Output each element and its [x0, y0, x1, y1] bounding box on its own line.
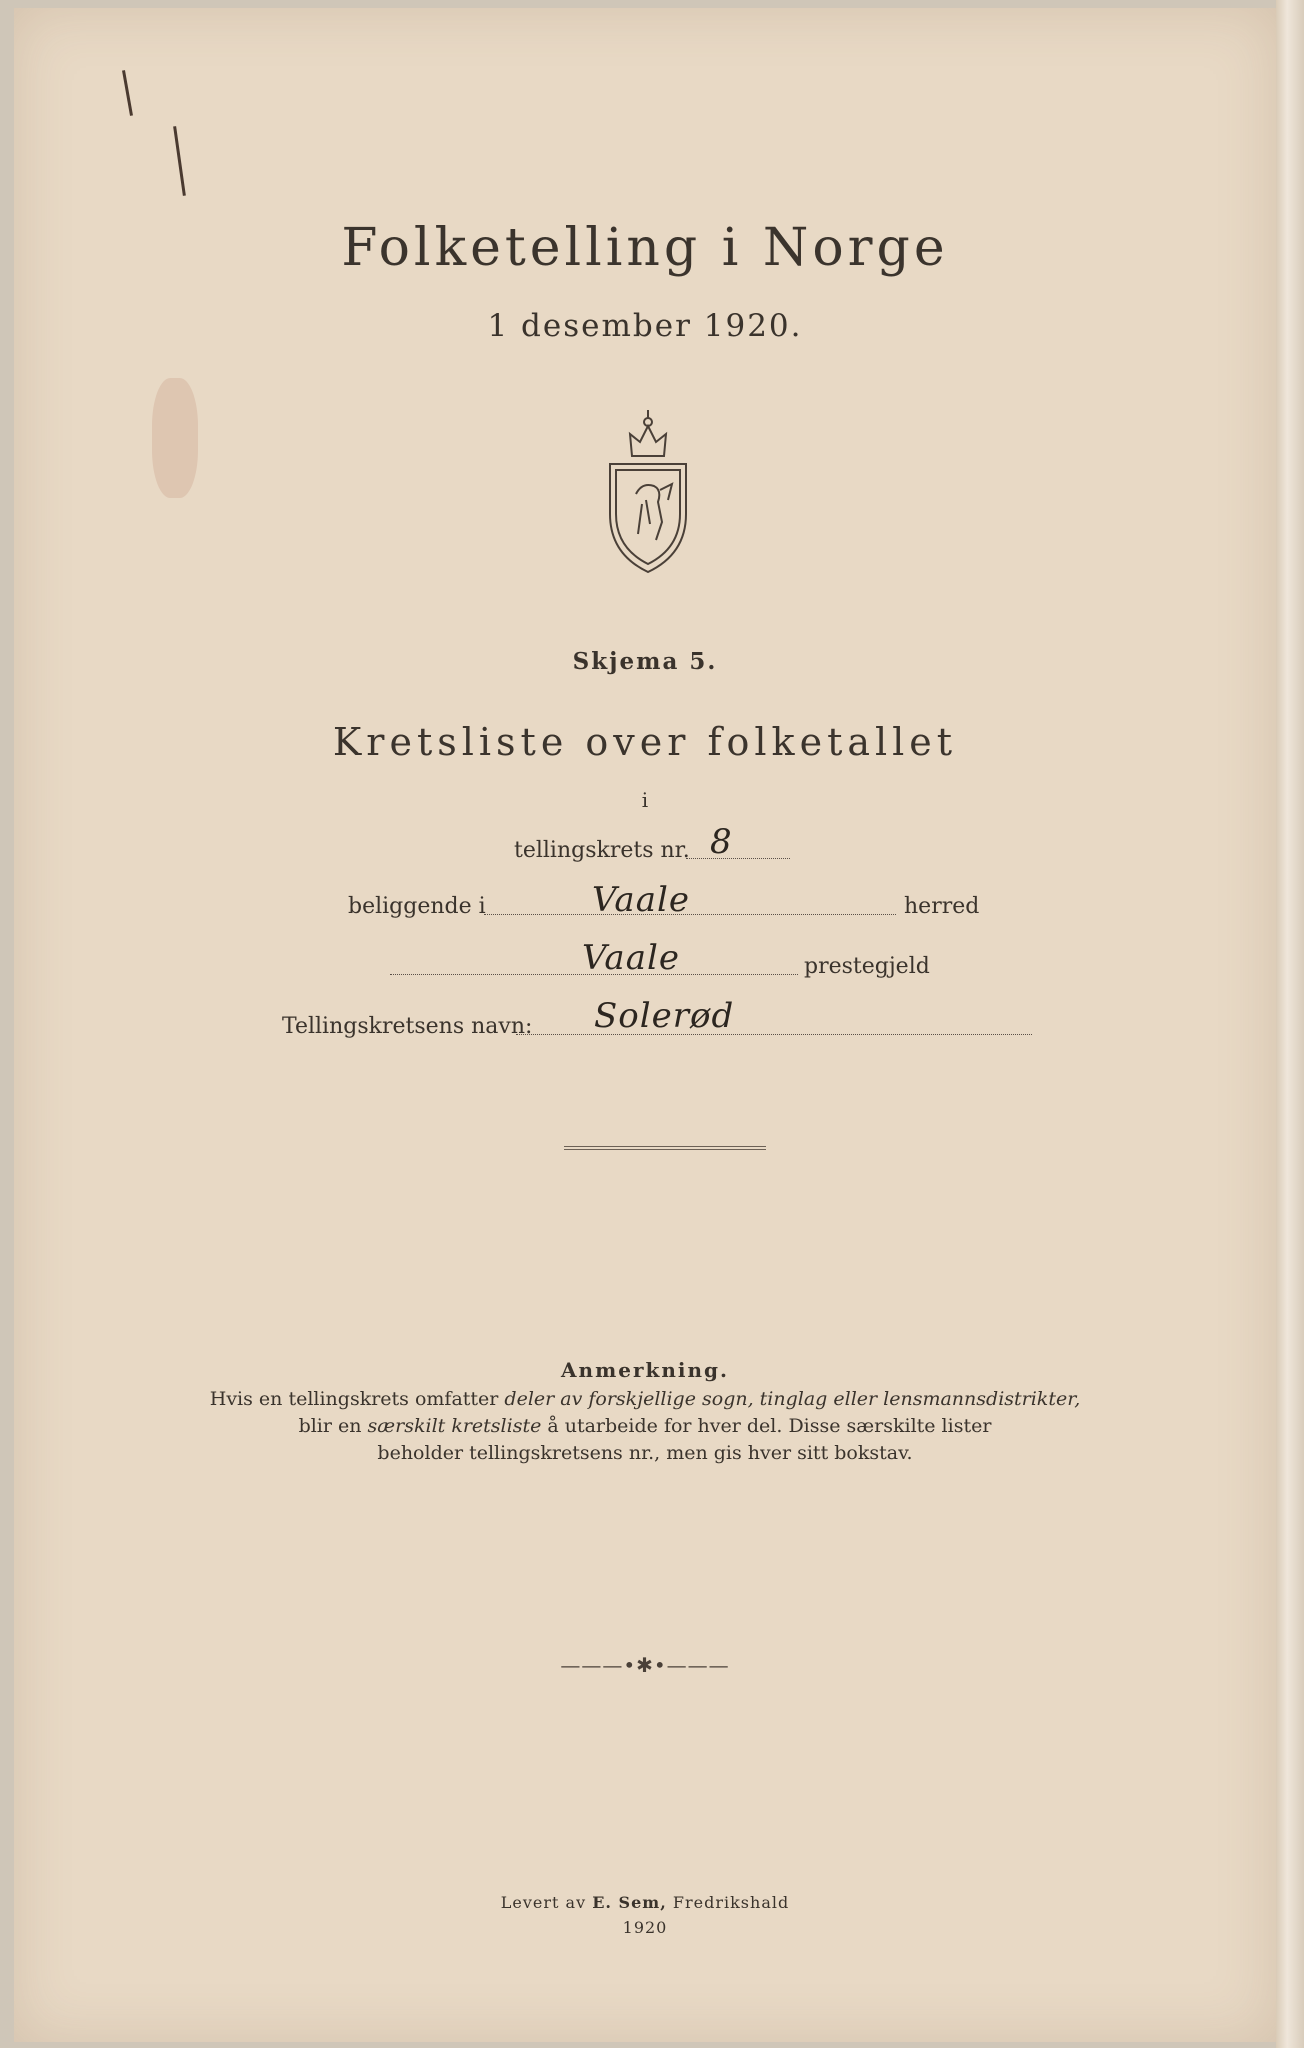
- footer-prefix: Levert av: [500, 1893, 593, 1912]
- note-line-2: [14, 1413, 1276, 1440]
- krets-value: 8: [710, 822, 733, 862]
- note-line-1: [14, 1386, 1276, 1413]
- footer-publisher: E. Sem,: [592, 1893, 667, 1912]
- divider-rule: [564, 1146, 766, 1147]
- document-title: Folketelling i Norge: [341, 218, 949, 278]
- document-date: 1 desember 1920.: [487, 308, 803, 344]
- printer-line: [14, 1890, 1276, 1915]
- pencil-mark: [173, 126, 186, 196]
- divider-rule: [564, 1149, 766, 1150]
- form-heading: Kretsliste over folketallet: [332, 720, 958, 764]
- prestegjeld-value: Vaale: [582, 938, 680, 978]
- pencil-mark: [122, 70, 133, 116]
- preposition: i: [641, 788, 649, 812]
- footer-place: Fredrikshald: [666, 1893, 790, 1912]
- paper-stain: [152, 378, 198, 498]
- schema-number: Skjema 5.: [572, 648, 718, 675]
- note-line-1-text: Hvis en tellingskrets omfatter: [209, 1388, 505, 1410]
- navn-value: Solerød: [594, 996, 735, 1036]
- note-text: [14, 1386, 1276, 1467]
- page-edge: [1276, 0, 1304, 2048]
- printer-footer: [14, 1890, 1276, 1940]
- krets-dotline: [686, 858, 790, 859]
- census-form-page: [14, 8, 1276, 2042]
- ornament-divider: ———•✱•———: [560, 1653, 730, 1677]
- prestegjeld-label: prestegjeld: [804, 954, 930, 979]
- note-line-2-text: blir en: [298, 1415, 368, 1437]
- beliggende-dotline: [484, 914, 896, 915]
- navn-label: Tellingskretsens navn:: [282, 1014, 533, 1039]
- beliggende-value: Vaale: [592, 880, 690, 920]
- note-line-1-italic: deler av forskjellige sogn, tinglag eller lensmannsdistrikter,: [504, 1388, 1081, 1410]
- herred-label: herred: [904, 894, 980, 919]
- krets-label: tellingskrets nr.: [514, 838, 690, 863]
- note-line-2-rest: å utarbeide for hver del. Disse særskilte lister: [541, 1415, 992, 1437]
- note-line-2-italic: særskilt kretsliste: [367, 1415, 542, 1437]
- note-heading: Anmerkning.: [561, 1358, 729, 1382]
- footer-year: 1920: [622, 1918, 668, 1937]
- note-line-3: beholder tellingskretsens nr., men gis hver sitt bokstav.: [377, 1442, 913, 1464]
- coat-of-arms-icon: [602, 404, 694, 576]
- beliggende-label: beliggende i: [348, 894, 486, 919]
